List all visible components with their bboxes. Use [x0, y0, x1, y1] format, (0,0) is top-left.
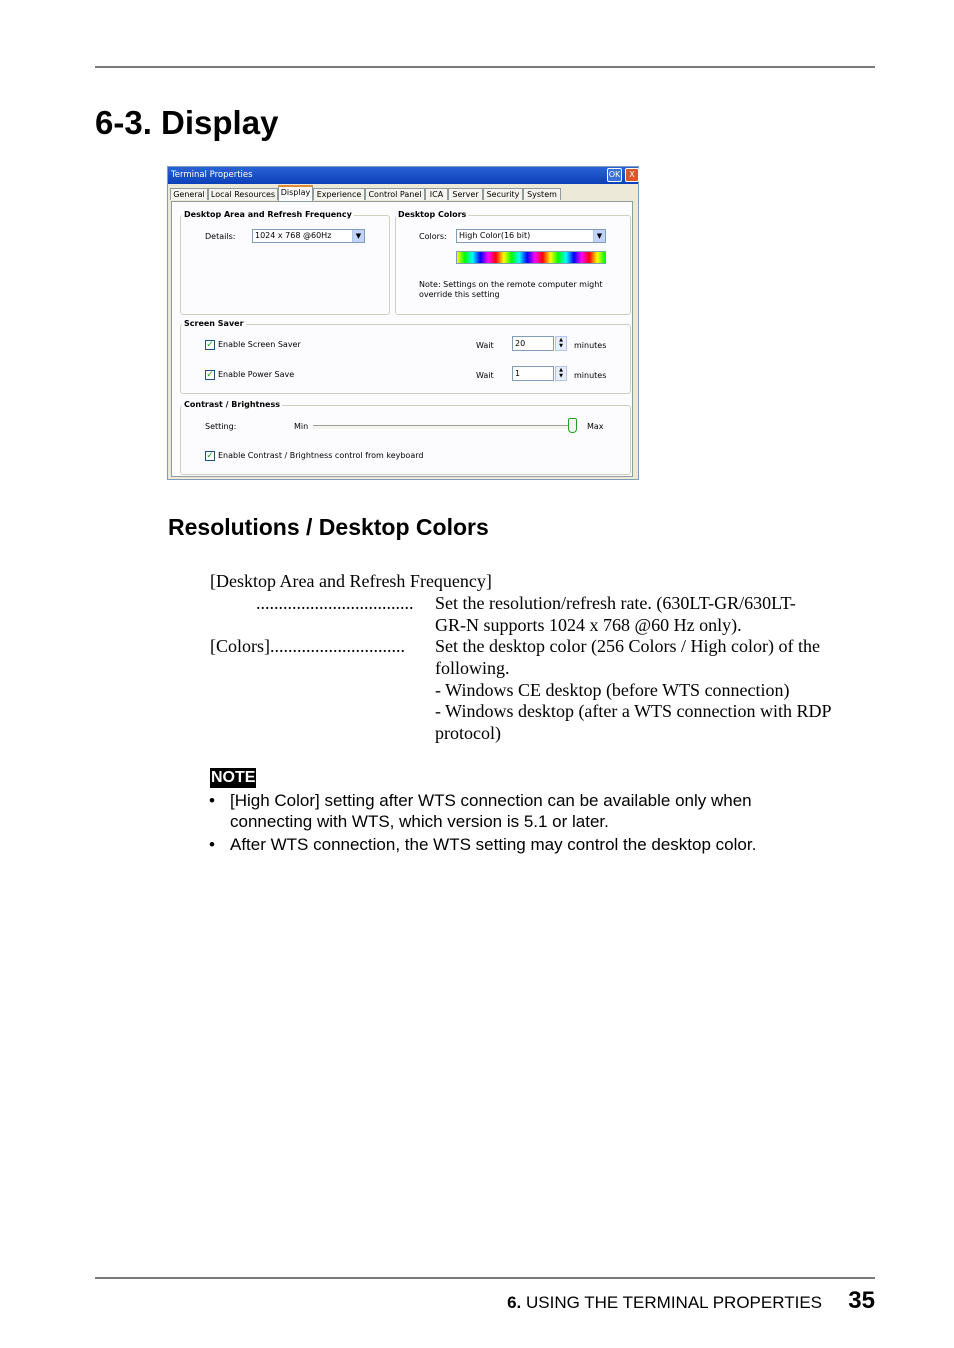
contrast-slider-thumb[interactable] [568, 418, 577, 433]
header-rule [95, 66, 875, 68]
page-number: 35 [848, 1287, 875, 1314]
wait-label-1: Wait [476, 341, 494, 350]
enable-screen-saver-checkbox[interactable]: ✓ [206, 340, 214, 350]
screen-saver-title: Screen Saver [184, 319, 244, 328]
note-bullet-2: After WTS connection, the WTS setting may control the desktop color. [230, 835, 757, 854]
desktop-colors-title: Desktop Colors [398, 210, 467, 219]
display-tab-panel [171, 201, 633, 477]
definition-text: - Windows desktop (after a WTS connection with RDP [435, 701, 832, 721]
tab-system[interactable]: System [523, 188, 561, 200]
details-label: Details: [205, 232, 236, 241]
colors-value: High Color(16 bit) [459, 231, 531, 240]
footer-chapter-title: USING THE TERMINAL PROPERTIES [521, 1293, 822, 1312]
note-bullet-1-line2: connecting with WTS, which version is 5.1 or later. [230, 812, 609, 831]
definition-text: Set the resolution/refresh rate. (630LT-GR/630LT- [435, 593, 796, 613]
details-dropdown[interactable] [252, 229, 365, 243]
wait-spinner-1[interactable]: ▲ ▼ [555, 336, 567, 351]
footer-chapter-number: 6. [507, 1293, 522, 1312]
desktop-area-title: Desktop Area and Refresh Frequency [184, 210, 352, 219]
footer-chapter [507, 1293, 822, 1313]
wait-input-1[interactable]: 20 [512, 336, 554, 351]
min-label: Min [294, 422, 309, 431]
max-label: Max [587, 422, 604, 431]
bullet-icon: • [209, 791, 215, 810]
definition-text: protocol) [435, 723, 501, 743]
chevron-down-icon: ▼ [352, 230, 364, 242]
definition-leader: ................................... [256, 593, 414, 613]
page-title: 6-3. Display [95, 104, 279, 141]
wait-spinner-2[interactable]: ▲ ▼ [555, 366, 567, 381]
dialog-titlebar [168, 167, 638, 184]
wait-input-2[interactable]: 1 [512, 366, 554, 381]
wait-label-2: Wait [476, 371, 494, 380]
ok-button[interactable]: OK [607, 168, 622, 182]
tab-experience[interactable]: Experience [313, 188, 365, 200]
setting-label: Setting: [205, 422, 237, 431]
note-badge: NOTE [211, 769, 256, 786]
dialog-title: Terminal Properties [171, 170, 253, 180]
minutes-label-2: minutes [574, 371, 607, 380]
section-subheading: Resolutions / Desktop Colors [168, 514, 489, 540]
keyboard-control-label: Enable Contrast / Brightness control from keyboard [218, 451, 424, 460]
tab-ica[interactable]: ICA [425, 188, 448, 200]
color-spectrum-bar [456, 251, 606, 264]
screen-saver-group [180, 324, 631, 394]
colors-dropdown[interactable] [456, 229, 606, 243]
tab-local-resources[interactable]: Local Resources [208, 188, 278, 200]
terminal-properties-dialog [167, 166, 639, 480]
definition-text: following. [435, 658, 510, 678]
keyboard-control-checkbox[interactable]: ✓ [206, 451, 214, 461]
definition-text: - Windows CE desktop (before WTS connection) [435, 680, 790, 700]
tab-security[interactable]: Security [483, 188, 523, 200]
chevron-down-icon: ▼ [593, 230, 605, 242]
note-bullet-1-line1: [High Color] setting after WTS connection can be available only when [230, 791, 752, 810]
contrast-group [180, 405, 631, 475]
tab-control-panel[interactable]: Control Panel [365, 188, 425, 200]
colors-note-line1: Note: Settings on the remote computer might [419, 280, 603, 289]
enable-power-save-checkbox[interactable]: ✓ [206, 370, 214, 380]
footer-rule [95, 1277, 875, 1279]
enable-power-save-label: Enable Power Save [218, 370, 295, 379]
colors-label: Colors: [419, 232, 447, 241]
definition-text: Set the desktop color (256 Colors / High color) of the [435, 636, 820, 656]
contrast-slider-track[interactable] [313, 425, 573, 430]
definition-text: GR-N supports 1024 x 768 @60 Hz only). [435, 615, 742, 635]
tab-general[interactable]: General [170, 188, 208, 200]
definition-term-desktop-area: [Desktop Area and Refresh Frequency] [210, 571, 492, 591]
enable-screen-saver-label: Enable Screen Saver [218, 340, 301, 349]
details-value: 1024 x 768 @60Hz [255, 231, 332, 240]
colors-note-line2: override this setting [419, 290, 500, 299]
bullet-icon: • [209, 835, 215, 854]
contrast-title: Contrast / Brightness [184, 400, 280, 409]
close-button[interactable]: X [625, 168, 639, 182]
definition-term-colors: [Colors].............................. [210, 636, 405, 656]
tab-server[interactable]: Server [448, 188, 483, 200]
minutes-label-1: minutes [574, 341, 607, 350]
tab-display[interactable]: Display [278, 185, 313, 201]
